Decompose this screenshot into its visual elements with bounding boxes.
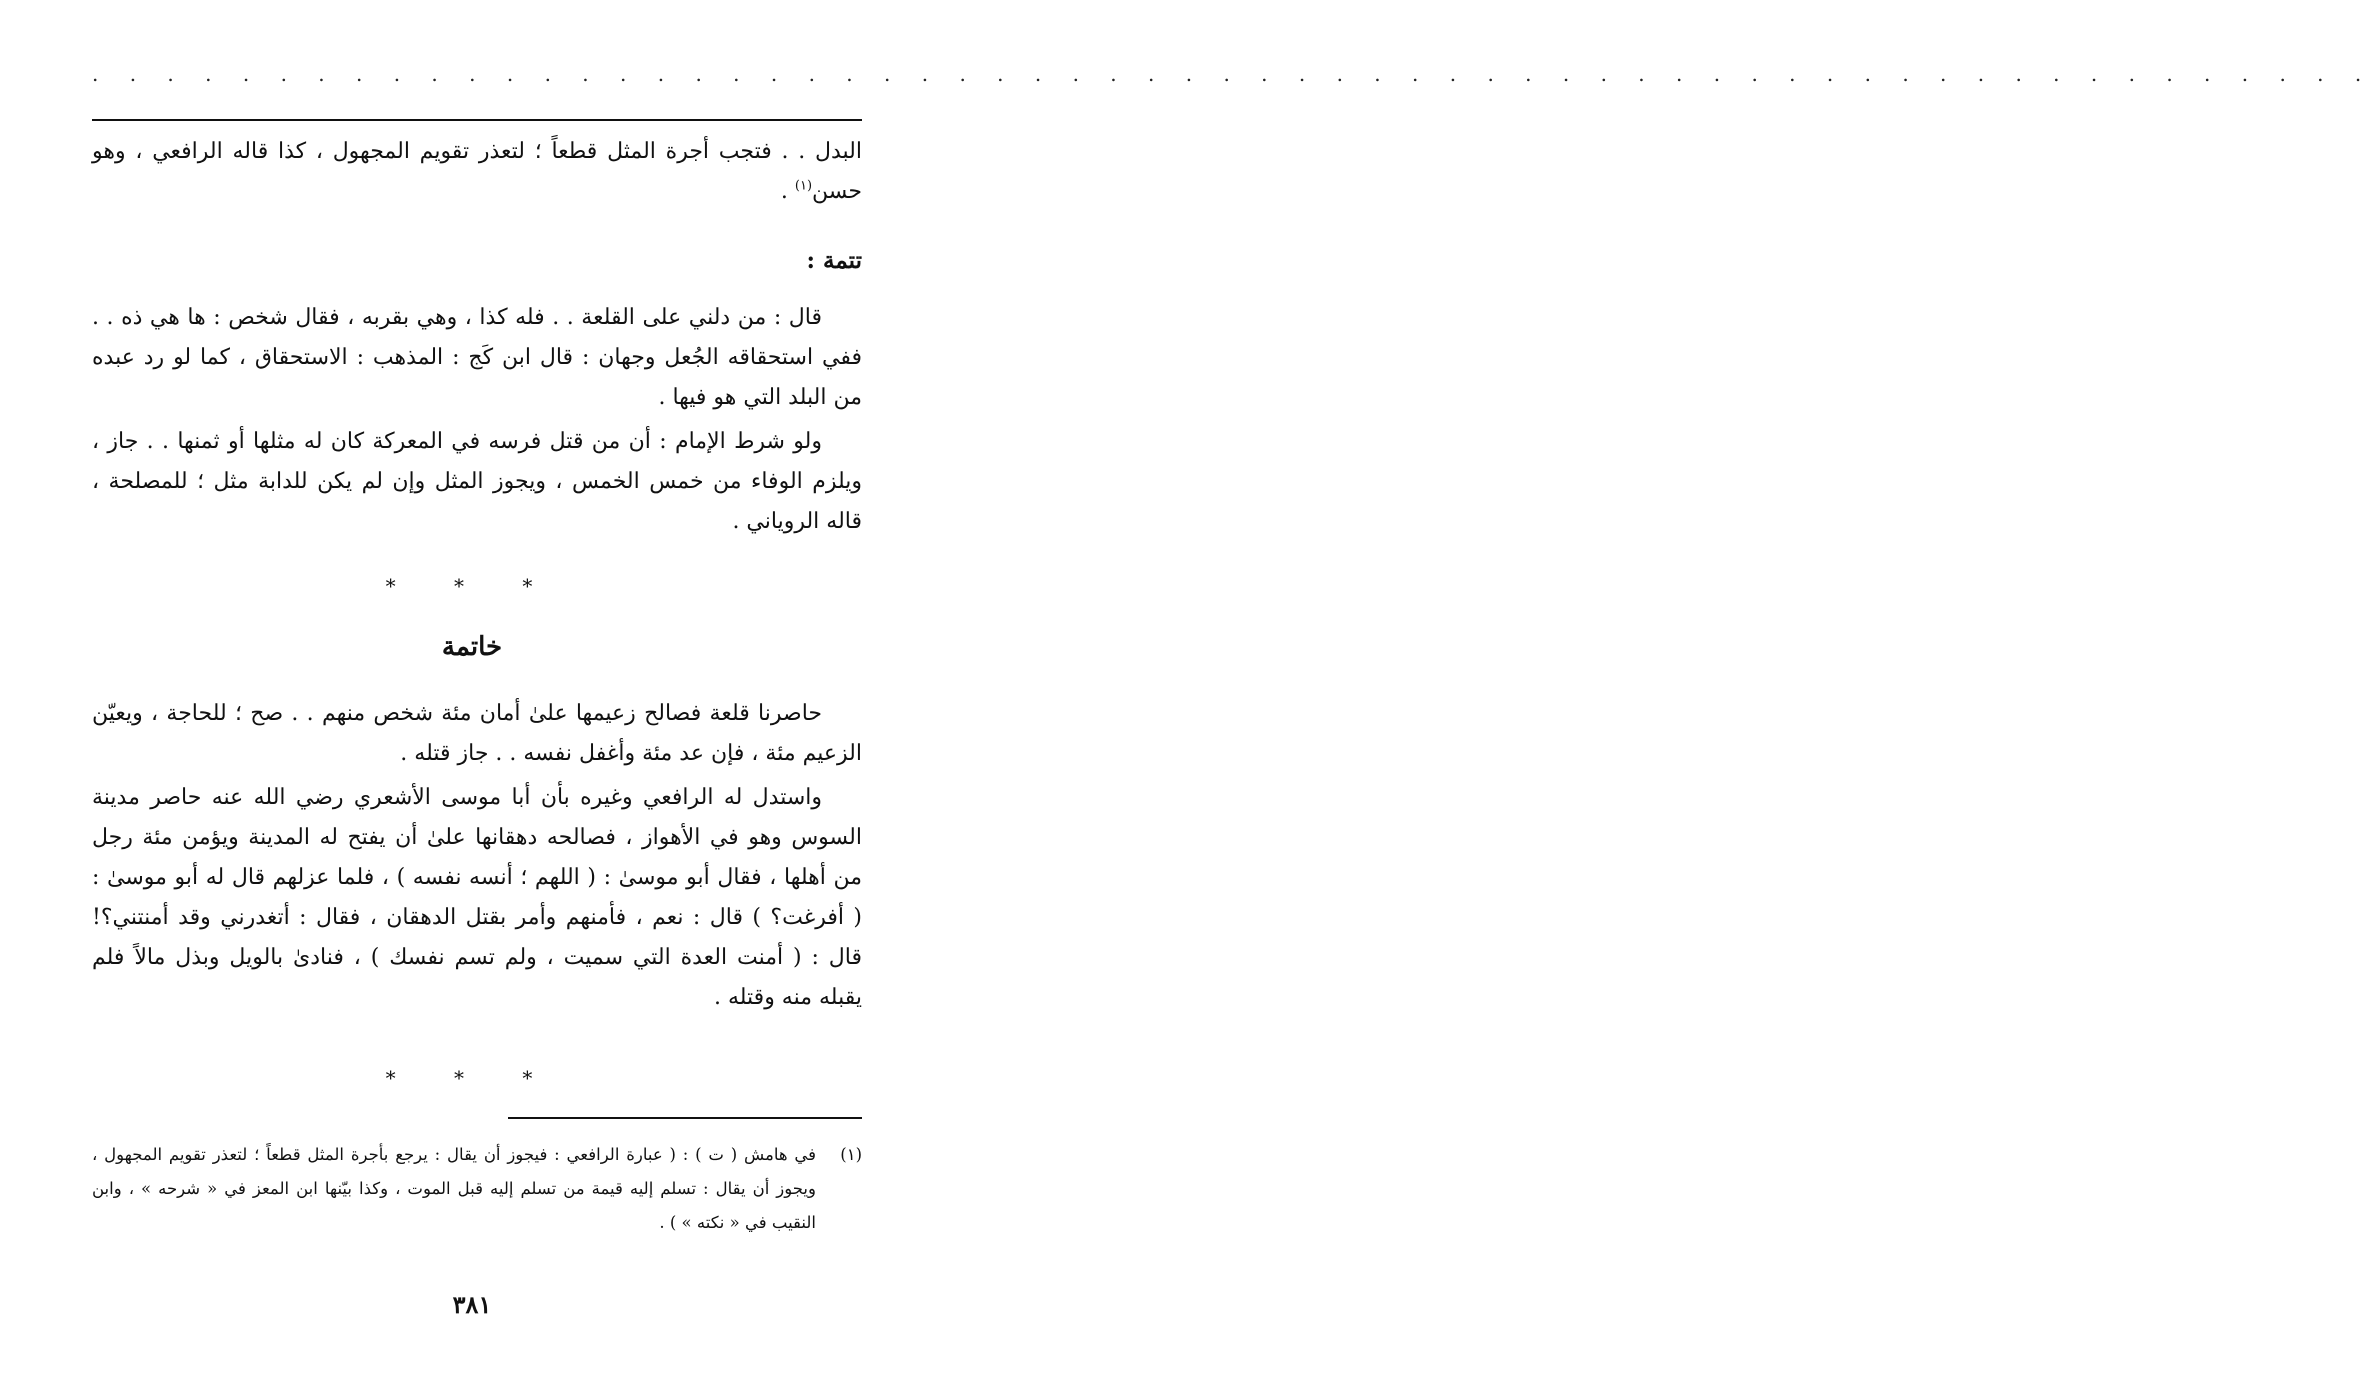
intro-paragraph — [92, 132, 862, 212]
footnote-text: في هامش ( ت ) : ( عبارة الرافعي : فيجوز أن يقال : يرجع بأجرة المثل قطعاً ؛ لتعذر تقويم المجهول ، ويجوز أن يقال : تسلم إليه قيمة من تسلم إليه قبل الموت ، وكذا بيّنها ابن المعز في « شرحه » ، وابن النقيب في « نكته » ) . — [92, 1145, 816, 1232]
intro-text: البدل . . فتجب أجرة المثل قطعاً ؛ لتعذر تقويم المجهول ، كذا قاله الرافعي ، وهو حسن — [92, 139, 862, 204]
page-number: ٣٨١ — [452, 1290, 492, 1319]
section-separator-2: * * * — [385, 1066, 559, 1090]
tatimma-heading: تتمة : — [806, 247, 862, 274]
tatimma-paragraph-1: قال : من دلني على القلعة . . فله كذا ، وهي بقربه ، فقال شخص : ها هي ذه . . ففي استحقاقه الجُعل وجهان : قال ابن كَج : المذهب : الاستحقاق ، كما لو رد عبده من البلد التي هو فيها . — [92, 305, 862, 410]
tatimma-section — [92, 298, 862, 542]
footnote-rule — [508, 1117, 862, 1119]
khatima-paragraph-2: واستدل له الرافعي وغيره بأن أبا موسى الأشعري رضي الله عنه حاصر مدينة السوس وهو في الأهواز ، فصالحه دهقانها علىٰ أن يفتح له المدينة ويؤمن مئة رجل من أهلها ، فقال أبو موسىٰ : ( اللهم ؛ أنسه نفسه ) ، فلما عزلهم قال له أبو موسىٰ : ( أفرغت؟ ) قال : نعم ، فأمنهم وأمر بقتل الدهقان ، فقال : أتغدرني وقد أمنتني؟! قال : ( أمنت العدة التي سميت ، ولم تسم نفسك ) ، فنادىٰ بالويل وبذل مالاً فلم يقبله منه وقتله . — [92, 785, 862, 1010]
tatimma-paragraph-2: ولو شرط الإمام : أن من قتل فرسه في المعركة كان له مثلها أو ثمنها . . جاز ، ويلزم الوفاء من خمس الخمس ، ويجوز المثل وإن لم يكن للدابة مثل ؛ للمصلحة ، قاله الروياني . — [92, 429, 862, 534]
dotted-separator: . . . . . . . . . . . . . . . . . . . . . . . . . . . . . . . . . . . . . . . . . . . . . . . . . . . . . . . . . . . . . — [92, 62, 2374, 86]
section-separator-1: * * * — [385, 574, 559, 598]
footnote-reference[interactable]: (١) — [794, 178, 813, 194]
top-rule — [92, 119, 862, 121]
intro-end: . — [780, 179, 795, 204]
khatima-paragraph-1: حاصرنا قلعة فصالح زعيمها علىٰ أمان مئة شخص منهم . . صح ؛ للحاجة ، ويعيّن الزعيم مئة ، فإن عد مئة وأغفل نفسه . . جاز قتله . — [92, 701, 862, 766]
khatima-heading: خاتمة — [441, 632, 503, 662]
footnote-number: (١) — [840, 1145, 862, 1164]
khatima-section — [92, 694, 862, 1018]
footnote — [92, 1138, 862, 1240]
